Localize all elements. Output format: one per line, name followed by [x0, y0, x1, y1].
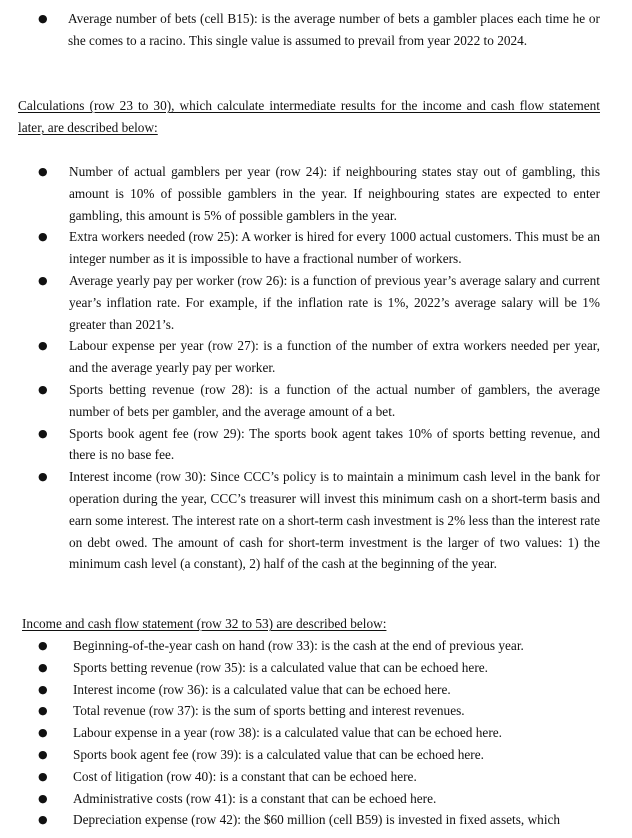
list-item — [38, 788, 608, 810]
bullet-icon: ● — [38, 470, 48, 484]
list-item — [38, 423, 600, 467]
bullet-icon: ● — [38, 273, 48, 287]
list-item-text: Sports book agent fee (row 39): is a calculated value that can be echoed here. — [73, 746, 484, 762]
list-item — [38, 335, 600, 379]
list-item-text: Labour expense per year (row 27): is a function of the number of extra workers needed per year, and the average yearly pay per worker. — [69, 338, 600, 376]
income-heading: Income and cash flow statement (row 32 to 53) are described below: — [22, 616, 387, 631]
intro-bullet-list — [38, 8, 600, 51]
list-item-text: Total revenue (row 37): is the sum of sports betting and interest revenues. — [73, 703, 465, 719]
list-item-text: Interest income (row 30): Since CCC’s policy is to maintain a minimum cash level in the bank for operation during the year, CCC’s treasurer will invest this minimum cash on a short-term basis and earn some interest. The interest rate on a short-term cash investment is 2% less than the interest rate on debt owed. The amount of cash for short-term investment is the larger of two values: 1) the minimum cash level (a constant), 2) half of the cash at the beginning of the year. — [69, 469, 600, 572]
list-item — [38, 226, 600, 270]
bullet-icon: ● — [38, 660, 48, 674]
list-item-text: Administrative costs (row 41): is a constant that can be echoed here. — [73, 790, 437, 806]
list-item-text: Number of actual gamblers per year (row 24): if neighbouring states stay out of gambling, this amount is 10% of possible gamblers in the year. If neighbouring states are expected to enter gambling, this amount is 5% of possible gamblers in the year. — [69, 164, 600, 223]
bullet-icon: ● — [38, 426, 48, 440]
list-item — [38, 700, 608, 722]
bullet-icon: ● — [38, 230, 48, 244]
bullet-icon: ● — [38, 339, 48, 353]
list-item — [38, 809, 608, 831]
calculations-heading: Calculations (row 23 to 30), which calculate intermediate results for the income and cash flow statement later, are described below: — [18, 98, 600, 135]
bullet-icon: ● — [38, 639, 48, 652]
bullet-icon: ● — [38, 682, 48, 696]
bullet-icon: ● — [38, 704, 48, 718]
income-bullet-list — [38, 635, 608, 831]
list-item — [38, 379, 600, 423]
bullet-icon: ● — [38, 726, 48, 740]
list-item — [38, 161, 600, 226]
bullet-icon: ● — [38, 382, 48, 396]
list-item-text: Sports book agent fee (row 29): The sports book agent takes 10% of sports betting revenue, and there is no base fee. — [69, 425, 600, 463]
bullet-icon: ● — [38, 769, 48, 783]
list-item-text: Sports betting revenue (row 28): is a function of the actual number of gamblers, the average number of bets per gambler, and the average amount of a bet. — [69, 381, 600, 419]
list-item — [38, 766, 608, 788]
list-item — [38, 657, 608, 679]
bullet-icon: ● — [38, 747, 48, 761]
list-item-text: Cost of litigation (row 40): is a constant that can be echoed here. — [73, 768, 417, 784]
list-item — [38, 635, 608, 657]
bullet-icon: ● — [38, 791, 48, 805]
bullet-icon: ● — [38, 165, 48, 178]
bullet-icon: ● — [38, 12, 48, 25]
bullet-icon: ● — [38, 813, 48, 827]
list-item-text: Average number of bets (cell B15): is the average number of bets a gambler places each time he or she comes to a racino. This single value is assumed to prevail from year 2022 to 2024. — [68, 11, 600, 48]
list-item — [38, 270, 600, 335]
list-item-text: Beginning-of-the-year cash on hand (row 33): is the cash at the end of previous year. — [73, 638, 524, 653]
list-item-text: Average yearly pay per worker (row 26): is a function of previous year’s average salary and current year’s inflation rate. For example, if the inflation rate is 1%, 2022’s average salary will be 1% greater than 2021’s. — [69, 272, 600, 332]
list-item-text: Extra workers needed (row 25): A worker is hired for every 1000 actual customers. This must be an integer number as it is impossible to have a fractional number of workers. — [69, 229, 600, 267]
list-item-text: Labour expense in a year (row 38): is a calculated value that can be echoed here. — [73, 725, 502, 741]
list-item — [38, 722, 608, 744]
list-item-text: Sports betting revenue (row 35): is a calculated value that can be echoed here. — [73, 659, 488, 675]
list-item — [38, 744, 608, 766]
list-item-text: Interest income (row 36): is a calculated value that can be echoed here. — [73, 681, 451, 697]
list-item — [38, 679, 608, 701]
list-item-text: Depreciation expense (row 42): the $60 million (cell B59) is invested in fixed assets, which — [73, 812, 561, 828]
calculations-bullet-list — [38, 161, 600, 575]
list-item — [38, 8, 600, 51]
list-item — [38, 466, 600, 575]
